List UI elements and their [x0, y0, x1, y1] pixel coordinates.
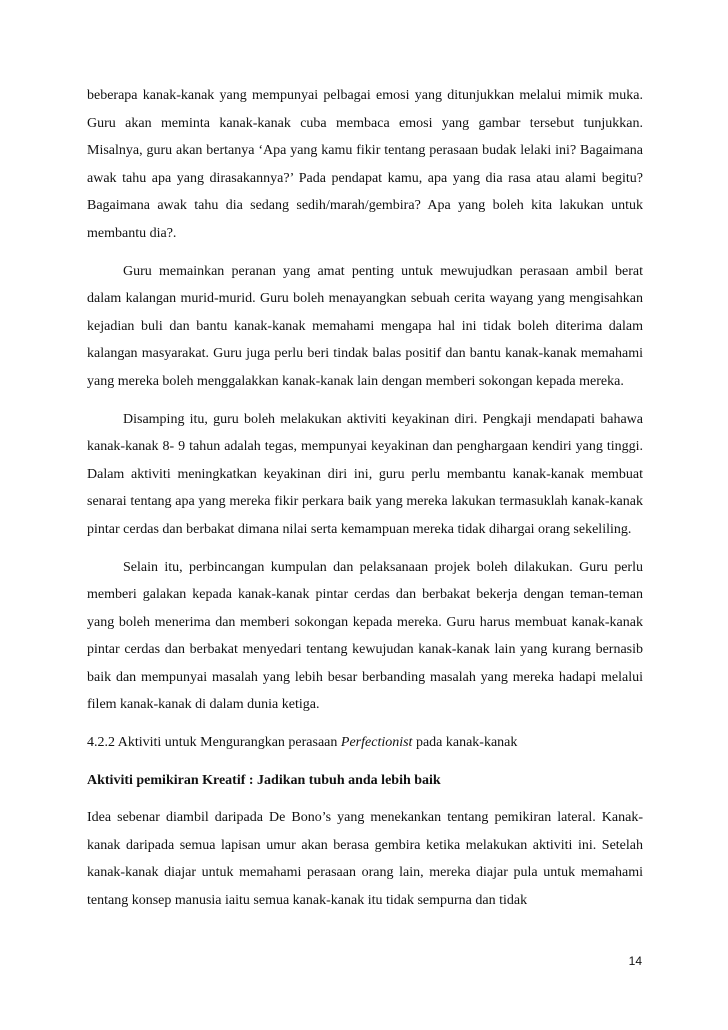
body-paragraph-1: beberapa kanak-kanak yang mempunyai pelbagai emosi yang ditunjukkan melalui mimik muka. Guru akan meminta kanak-kanak cuba membaca emosi yang gambar tersebut tunjukkan. Misalnya, guru akan bertanya ‘Apa yang kamu fikir tentang perasaan budak lelaki ini? Bagaimana awak tahu apa yang dirasakannya?’ Pada pendapat kamu, apa yang dia rasa atau alami begitu? Bagaimana awak tahu dia sedang sedih/marah/gembira? Apa yang boleh kita lakukan untuk membantu dia?.: [87, 88, 643, 241]
section-heading: [87, 729, 643, 757]
document-page: [87, 82, 643, 915]
body-paragraph-4: Selain itu, perbincangan kumpulan dan pelaksanaan projek boleh dilakukan. Guru perlu memberi galakan kepada kanak-kanak pintar cerdas dan berbakat bekerja dengan teman-teman yang boleh menerima dan memberi sokongan kepada mereka. Guru harus membuat kanak-kanak pintar cerdas dan berbakat menyedari tentang kewujudan kanak-kanak lain yang kurang bernasib baik dan mempunyai masalah yang lebih besar berbanding masalah yang mereka hadapi melalui filem kanak-kanak di dalam dunia ketiga.: [87, 559, 643, 713]
section-heading-suffix: pada kanak-kanak: [412, 735, 518, 751]
activity-heading: Aktiviti pemikiran Kreatif : Jadikan tubuh anda lebih baik: [87, 772, 441, 788]
body-paragraph-3: Disamping itu, guru boleh melakukan aktiviti keyakinan diri. Pengkaji mendapati bahawa kanak-kanak 8- 9 tahun adalah tegas, mempunyai keyakinan dan penghargaan kendiri yang tinggi. Dalam aktiviti meningkatkan keyakinan diri ini, guru perlu membantu kanak-kanak membuat senarai tentang apa yang mereka fikir perkara baik yang mereka lakukan termasuklah kanak-kanak pintar cerdas dan berbakat dimana nilai serta kemampuan mereka tidak dihargai orang sekeliling.: [87, 411, 643, 537]
page-number: 14: [628, 954, 642, 968]
final-paragraph: Idea sebenar diambil daripada De Bono’s yang menekankan tentang pemikiran lateral. Kanak-kanak daripada semua lapisan umur akan berasa gembira ketika melakukan aktiviti ini. Setelah kanak-kanak diajar untuk memahami perasaan orang lain, mereka diajar pula untuk memahami tentang konsep manusia iaitu semua kanak-kanak itu tidak sempurna dan tidak: [87, 810, 643, 909]
section-heading-italic: Perfectionist: [340, 735, 413, 751]
section-heading-prefix: 4.2.2 Aktiviti untuk Mengurangkan perasaan: [87, 735, 341, 751]
body-paragraph-2: Guru memainkan peranan yang amat penting untuk mewujudkan perasaan ambil berat dalam kalangan murid-murid. Guru boleh menayangkan sebuah cerita wayang yang mengisahkan kejadian buli dan bantu kanak-kanak memahami mengapa hal ini tidak boleh diterima dalam kalangan masyarakat. Guru juga perlu beri tindak balas positif dan bantu kanak-kanak memahami yang mereka boleh menggalakkan kanak-kanak lain dengan memberi sokongan kepada mereka.: [87, 263, 643, 389]
